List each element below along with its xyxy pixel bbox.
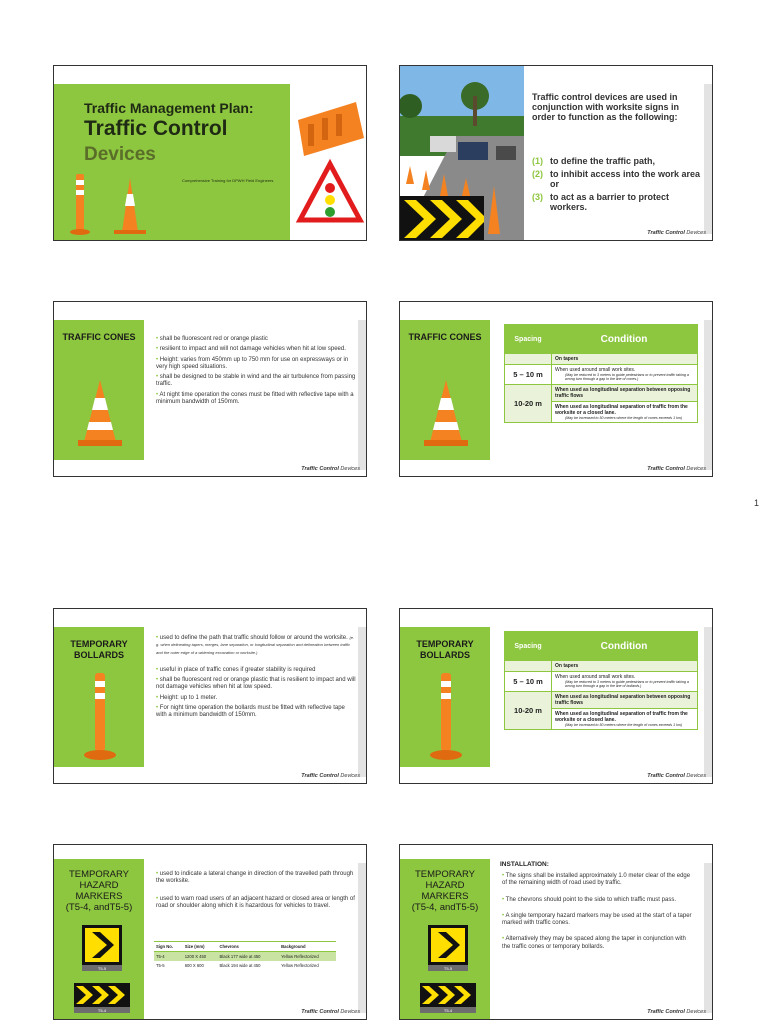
installation-bullets — [502, 873, 692, 954]
bollards-title-panel — [54, 627, 144, 767]
bollard-icon — [80, 671, 120, 763]
list-item: • used to define the path that traffic should follow or around the worksite. (e. g. when delineating tapers, merges, lane separation, or longitudinal separation and delineation between traffic and the outer edge of a widening excavation or worksite.) — [156, 635, 355, 655]
slide-temporary-bollards — [53, 608, 367, 784]
hazard-title: TEMPORARY HAZARD MARKERS (T5-4, andT5-5) — [411, 869, 479, 913]
list-item: (2) to inhibit access into the work area or — [532, 169, 701, 189]
table-row: 10-20 m When used as longitudinal separation between opposing traffic flows When used as longitudinal separation of traffic from the worksite or a closed lane. (May be increased to 50 meters where the length of cones exceeds 1 km) — [505, 384, 697, 422]
list-item: • The chevrons should point to the side to which traffic must pass. — [502, 896, 676, 903]
list-item: • For night time operation the bollards must be fitted with reflective tape with a minimum bandwidth of 150mm. — [156, 705, 345, 719]
list-item: • resilient to impact and will not damage vehicles when hit at low speed. — [156, 346, 346, 353]
slide-caption: Comprehensive Training for DPWH Field Engineers — [182, 178, 274, 183]
list-item: • The signs shall be installed approximately 1.0 meter clear of the edge of the remaining width of road used by traffic. — [502, 873, 691, 887]
table-row: On tapers — [505, 660, 697, 671]
cones-bullets — [156, 336, 356, 409]
road-worksite-photo — [400, 66, 524, 241]
table-row: T5-4 1200 X 450 Black 177 wide at 450 Yellow Reflectorized — [154, 952, 336, 962]
slide-edge-bar — [358, 863, 366, 1013]
table-header: Spacing Condition — [505, 325, 697, 353]
spacing-table — [504, 631, 698, 730]
list-item: • shall be fluorescent red or orange plastic — [156, 336, 268, 342]
slide-footer: Traffic Control Devices — [301, 773, 360, 779]
table-row: T5-5 600 X 600 Black 194 wide at 450 Yellow Reflectorized — [156, 963, 319, 968]
page-number: 1 — [754, 498, 760, 508]
table-header: Spacing Condition — [505, 632, 697, 660]
cone-icon — [422, 378, 470, 448]
cones-title: TRAFFIC CONES — [62, 332, 136, 342]
table-row: 5 – 10 m When used around small work sites. (May be reduced to 3 meters to guide pedestrians or to prevent traffic taking a wrong turn through a gap in the line of bollards.) — [505, 671, 697, 691]
slide-bollards-spacing — [399, 608, 713, 784]
slide-footer: Traffic Control Devices — [647, 466, 706, 472]
cone-bollard-illustration — [64, 166, 154, 238]
slide-footer: Traffic Control Devices — [647, 773, 706, 779]
list-item: • shall be designed to be stable in wind and the air turbulence from passing traffic. — [156, 374, 356, 388]
hazard-marker-signs — [74, 923, 134, 1019]
sign-label: T5-4 — [97, 1008, 107, 1013]
bollards-title: TEMPORARY BOLLARDS — [416, 639, 474, 660]
list-item: • Height: up to 1 meter. — [156, 694, 218, 701]
cones-title-panel — [400, 320, 490, 460]
table-header: Sign No. Size (mm) Chevrons Background — [154, 942, 336, 952]
list-item: • useful in place of traffic cones if greater stability is required — [156, 666, 316, 673]
slide-subtitle: Traffic Management Plan: — [84, 100, 254, 116]
slide-edge-bar — [358, 320, 366, 470]
sign-label: T5-4 — [443, 1008, 453, 1013]
slide-edge-bar — [358, 627, 366, 777]
slide-installation — [399, 844, 713, 1020]
list-item: • Alternatively they may be spaced along the taper in conjunction with the traffic cones or temporary bollards. — [502, 936, 686, 950]
hazard-bullets — [156, 871, 356, 913]
list-item: • used to warn road users of an adjacent hazard or closed area or length of road or shoulder along which it is hazardous for vehicles to travel. — [156, 895, 355, 909]
bollard-icon — [426, 671, 466, 763]
slide-footer: Traffic Control Devices — [301, 1009, 360, 1015]
slide-title-line2: Devices — [84, 144, 156, 165]
hazard-title: TEMPORARY HAZARD MARKERS (T5-4, andT5-5) — [65, 869, 133, 913]
slide-cones-spacing — [399, 301, 713, 477]
slide-footer: Traffic Control Devices — [647, 1009, 706, 1015]
slide-hazard-markers — [53, 844, 367, 1020]
table-row: 10-20 m When used as longitudinal separation between opposing traffic flows When used as longitudinal separation of traffic from the worksite or a closed lane. (May be increased to 50 meters where the length of cones exceeds 1 km) — [505, 691, 697, 729]
title-images — [292, 84, 367, 241]
slide-purpose — [399, 65, 713, 241]
bollards-title-panel — [400, 627, 490, 767]
list-item: • A single temporary hazard markers may be used at the start of a taper marked with traffic cones. — [502, 912, 692, 927]
hazard-marker-signs — [420, 923, 480, 1019]
cones-title-panel — [54, 320, 144, 460]
hazard-title-panel — [400, 859, 490, 1020]
slide-footer: Traffic Control Devices — [647, 230, 706, 236]
slide-edge-bar — [704, 627, 712, 777]
slide-edge-bar — [704, 320, 712, 470]
installation-heading: INSTALLATION: — [500, 861, 549, 868]
hazard-spec-table — [154, 941, 336, 970]
slide-edge-bar — [704, 84, 712, 234]
hazard-title-panel — [54, 859, 144, 1020]
cones-title: TRAFFIC CONES — [408, 332, 482, 342]
list-item: • At night time operation the cones must be fitted with reflective tape with a minimum bandwidth of 150mm. — [156, 391, 354, 406]
sign-label: T5-5 — [97, 966, 107, 971]
slide-title-line1: Traffic Control — [84, 117, 228, 140]
list-item: • used to indicate a lateral change in direction of the travelled path through the worksite. — [156, 871, 354, 885]
sign-label: T5-5 — [443, 966, 453, 971]
slide-edge-bar — [704, 863, 712, 1013]
slide-traffic-cones — [53, 301, 367, 477]
cone-icon — [76, 378, 124, 448]
list-item: (3) to act as a barrier to protect workers. — [532, 192, 670, 212]
barrier-and-signal-sign — [292, 84, 367, 241]
purpose-intro: Traffic control devices are used in conjunction with worksite signs in order to function as the following: — [532, 92, 680, 122]
list-item: • Height: varies from 450mm up to 750 mm for use on expressways or in very high speed situations. — [156, 356, 349, 370]
table-row: On tapers — [505, 353, 697, 364]
slide-footer: Traffic Control Devices — [301, 466, 360, 472]
bollards-bullets — [156, 635, 356, 723]
list-item: • shall be fluorescent red or orange plastic that is resilient to impact and will not damage vehicles when hit at low speed. — [156, 677, 356, 691]
table-row: 5 – 10 m When used around small work sites. (May be reduced to 3 meters to guide pedestrians or to prevent traffic taking a wrong turn through a gap in the line of cones.) — [505, 364, 697, 384]
list-item: (1) to define the traffic path, — [532, 156, 656, 166]
purpose-list — [532, 156, 702, 215]
spacing-table — [504, 324, 698, 423]
bollards-title: TEMPORARY BOLLARDS — [70, 639, 128, 660]
slide-title — [53, 65, 367, 241]
